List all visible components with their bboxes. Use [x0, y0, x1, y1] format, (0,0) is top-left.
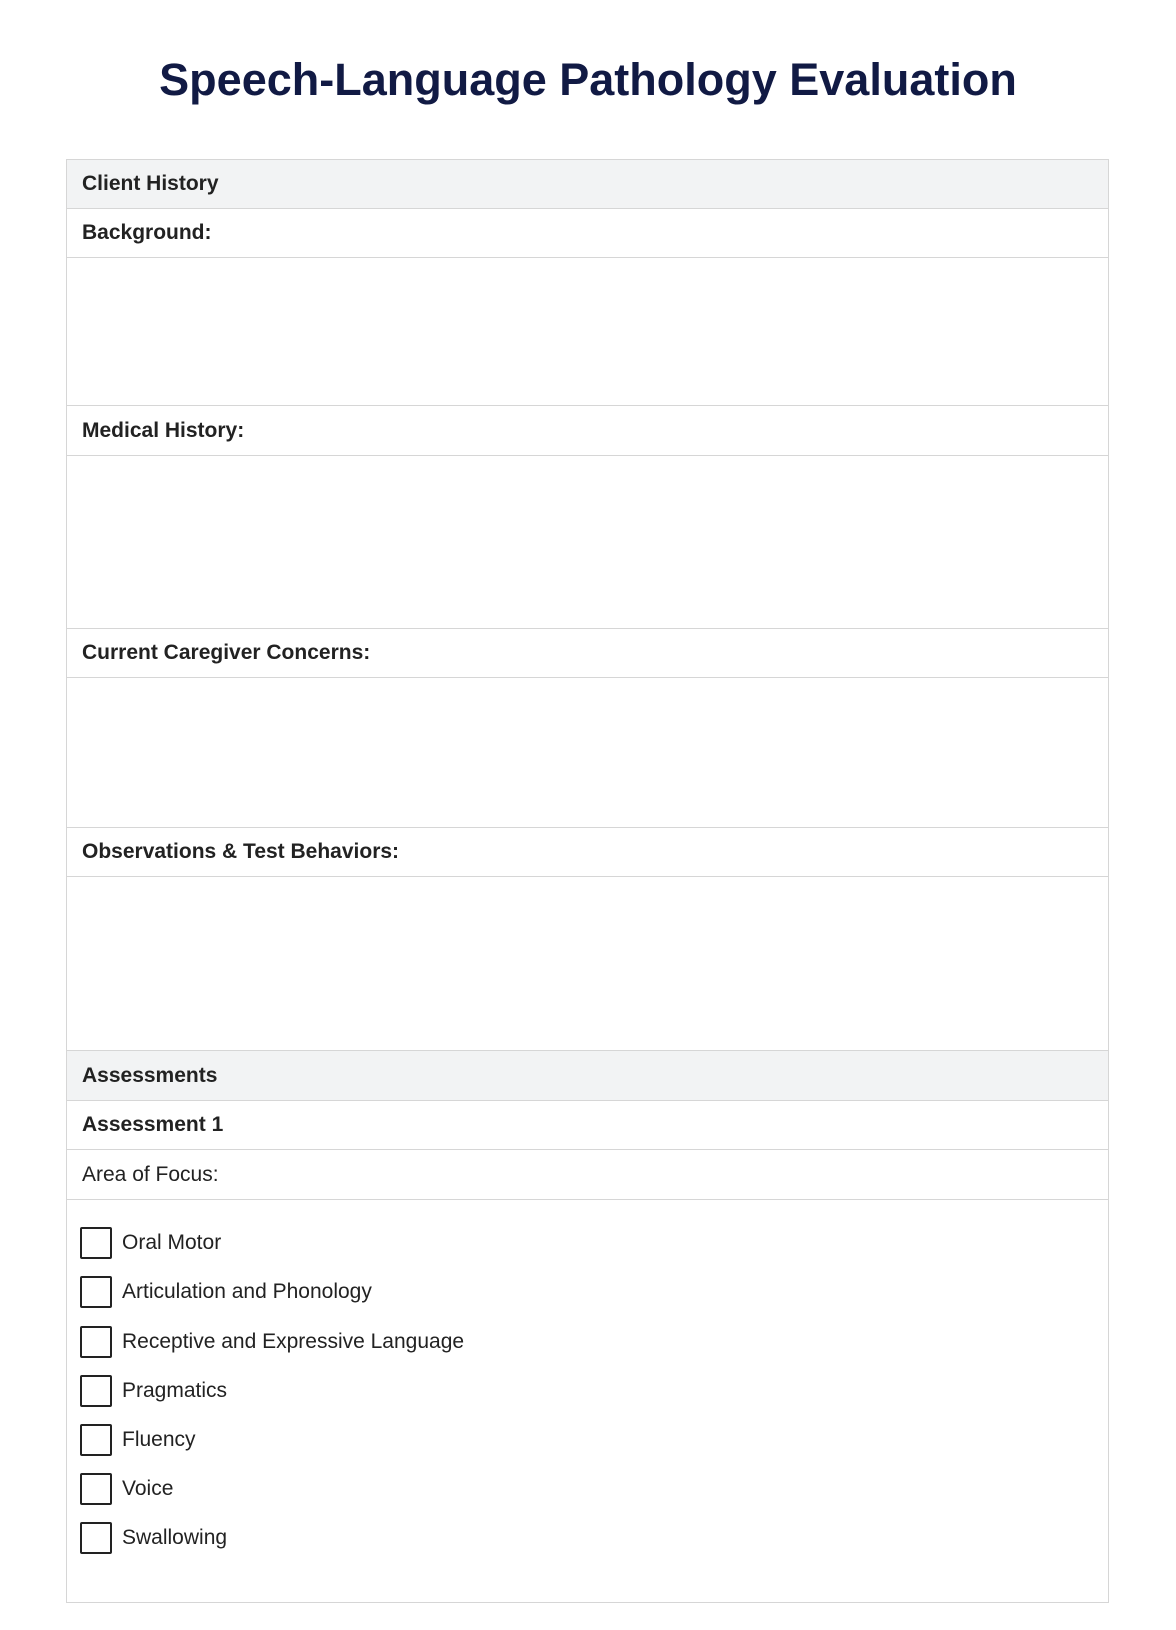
option-pragmatics[interactable]	[80, 1373, 227, 1409]
section-header-client-history	[67, 160, 1108, 209]
field-label-row-medical-history	[67, 406, 1108, 456]
area-of-focus-row	[67, 1150, 1108, 1200]
option-label: Oral Motor	[122, 1231, 222, 1254]
option-articulation-phonology[interactable]	[80, 1274, 372, 1310]
section-header-assessments	[67, 1051, 1108, 1101]
option-label: Articulation and Phonology	[122, 1280, 372, 1303]
area-of-focus-options	[67, 1200, 1108, 1604]
field-label: Observations & Test Behaviors:	[82, 840, 400, 863]
section-title: Assessments	[82, 1063, 218, 1087]
field-label-row-background	[67, 209, 1108, 258]
option-oral-motor[interactable]	[80, 1225, 221, 1261]
option-label: Receptive and Expressive Language	[122, 1330, 465, 1353]
section-title: Client History	[82, 172, 219, 195]
checkbox[interactable]	[80, 1375, 112, 1407]
assessment-title: Assessment 1	[82, 1113, 224, 1136]
checkbox[interactable]	[80, 1522, 112, 1554]
field-label-row-caregiver-concerns	[67, 629, 1108, 678]
field-label: Current Caregiver Concerns:	[82, 641, 371, 664]
option-label: Fluency	[122, 1428, 196, 1451]
observations-input-area[interactable]	[67, 877, 1108, 1051]
checkbox[interactable]	[80, 1326, 112, 1358]
checkbox[interactable]	[80, 1276, 112, 1308]
assessment-title-row	[67, 1101, 1108, 1150]
checkbox[interactable]	[80, 1227, 112, 1259]
caregiver-concerns-input-area[interactable]	[67, 678, 1108, 828]
field-label: Medical History:	[82, 418, 245, 442]
option-label: Voice	[122, 1477, 174, 1500]
option-fluency[interactable]	[80, 1422, 196, 1458]
option-receptive-expressive-language[interactable]	[80, 1324, 464, 1360]
evaluation-form	[66, 159, 1109, 1603]
field-label-row-observations	[67, 828, 1108, 877]
medical-history-input-area[interactable]	[67, 456, 1108, 629]
checkbox[interactable]	[80, 1473, 112, 1505]
option-swallowing[interactable]	[80, 1520, 227, 1556]
background-input-area[interactable]	[67, 258, 1108, 406]
checkbox[interactable]	[80, 1424, 112, 1456]
field-label: Background:	[82, 221, 212, 244]
option-voice[interactable]	[80, 1471, 173, 1507]
option-label: Swallowing	[122, 1526, 228, 1549]
area-of-focus-label: Area of Focus:	[82, 1162, 219, 1186]
page-title: Speech-Language Pathology Evaluation	[159, 54, 1017, 105]
option-label: Pragmatics	[122, 1379, 228, 1402]
